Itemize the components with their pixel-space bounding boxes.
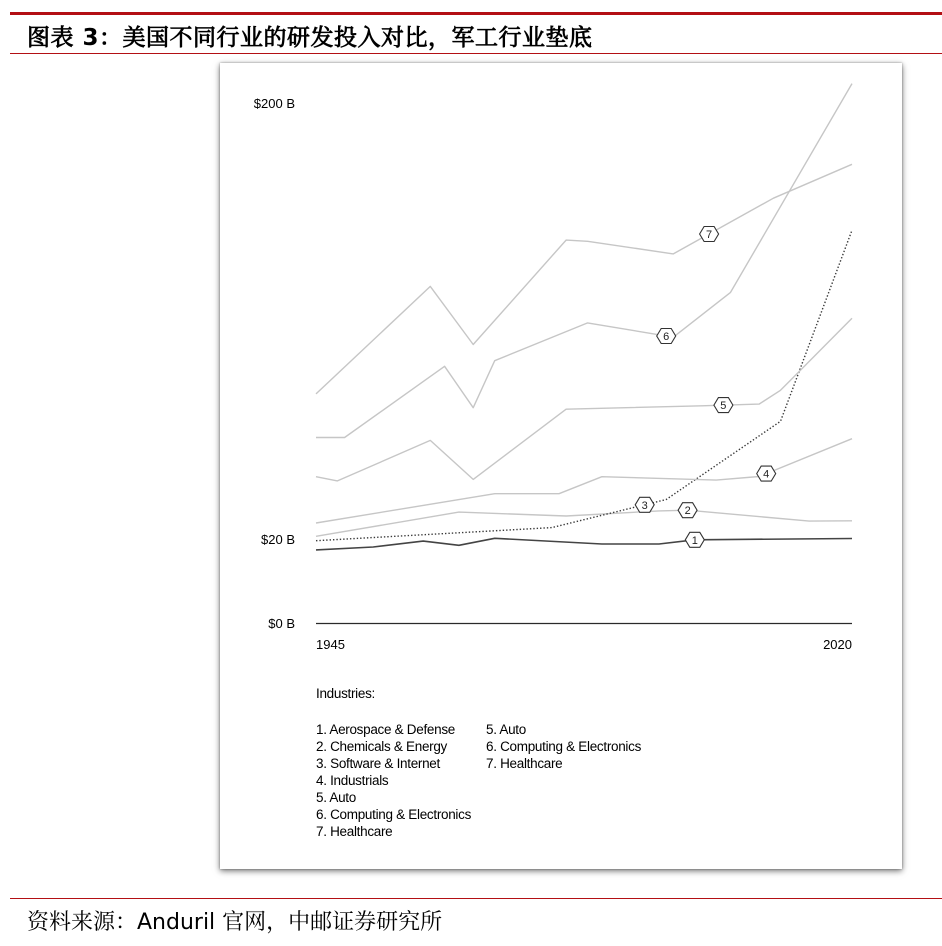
- legend-item: 6. Computing & Electronics: [486, 739, 642, 754]
- badge-number: 2: [684, 505, 691, 518]
- legend-item: 5. Auto: [316, 790, 356, 805]
- source-note: 资料来源：Anduril 官网，中邮证券研究所: [27, 910, 443, 935]
- series-line-5: [316, 318, 852, 481]
- series-badge-7: [700, 227, 719, 242]
- legend-item: 7. Healthcare: [316, 824, 393, 839]
- series-line-3: [316, 230, 852, 541]
- x-tick-label: 1945: [316, 637, 345, 652]
- legend-item: 3. Software & Internet: [316, 756, 440, 771]
- legend-title: Industries:: [316, 686, 375, 701]
- badge-number: 7: [706, 229, 713, 242]
- footer-rule: [10, 898, 942, 899]
- badge-number: 1: [691, 534, 698, 547]
- legend-item: 5. Auto: [486, 722, 526, 737]
- badge-number: 5: [720, 400, 727, 413]
- series-line-7: [316, 164, 852, 394]
- y-tick-label: $20 B: [261, 532, 295, 547]
- series-line-1: [316, 538, 852, 550]
- series-badge-4: [757, 466, 776, 481]
- legend-item: 4. Industrials: [316, 773, 389, 788]
- badge-number: 3: [641, 499, 648, 512]
- legend: [316, 686, 642, 839]
- figure-title: 图表 3：美国不同行业的研发投入对比，军工行业垫底: [27, 25, 593, 51]
- series-line-6: [316, 84, 852, 438]
- y-axis: [254, 96, 295, 631]
- legend-item: 2. Chemicals & Energy: [316, 739, 448, 754]
- x-axis: [316, 637, 852, 652]
- series-badges: [635, 227, 776, 548]
- series-badge-3: [635, 497, 654, 512]
- badge-number: 6: [663, 331, 670, 344]
- legend-item: 6. Computing & Electronics: [316, 807, 472, 822]
- badge-number: 4: [763, 468, 770, 481]
- series-badge-5: [714, 398, 733, 413]
- y-tick-label: $0 B: [268, 616, 295, 631]
- series-badge-2: [678, 503, 697, 518]
- series-badge-6: [657, 329, 676, 344]
- x-tick-label: 2020: [823, 637, 852, 652]
- legend-item: 7. Healthcare: [486, 756, 563, 771]
- series-line-2: [316, 510, 852, 536]
- y-tick-label: $200 B: [253, 96, 295, 111]
- series-badge-1: [685, 532, 704, 547]
- legend-item: 1. Aerospace & Defense: [316, 722, 455, 737]
